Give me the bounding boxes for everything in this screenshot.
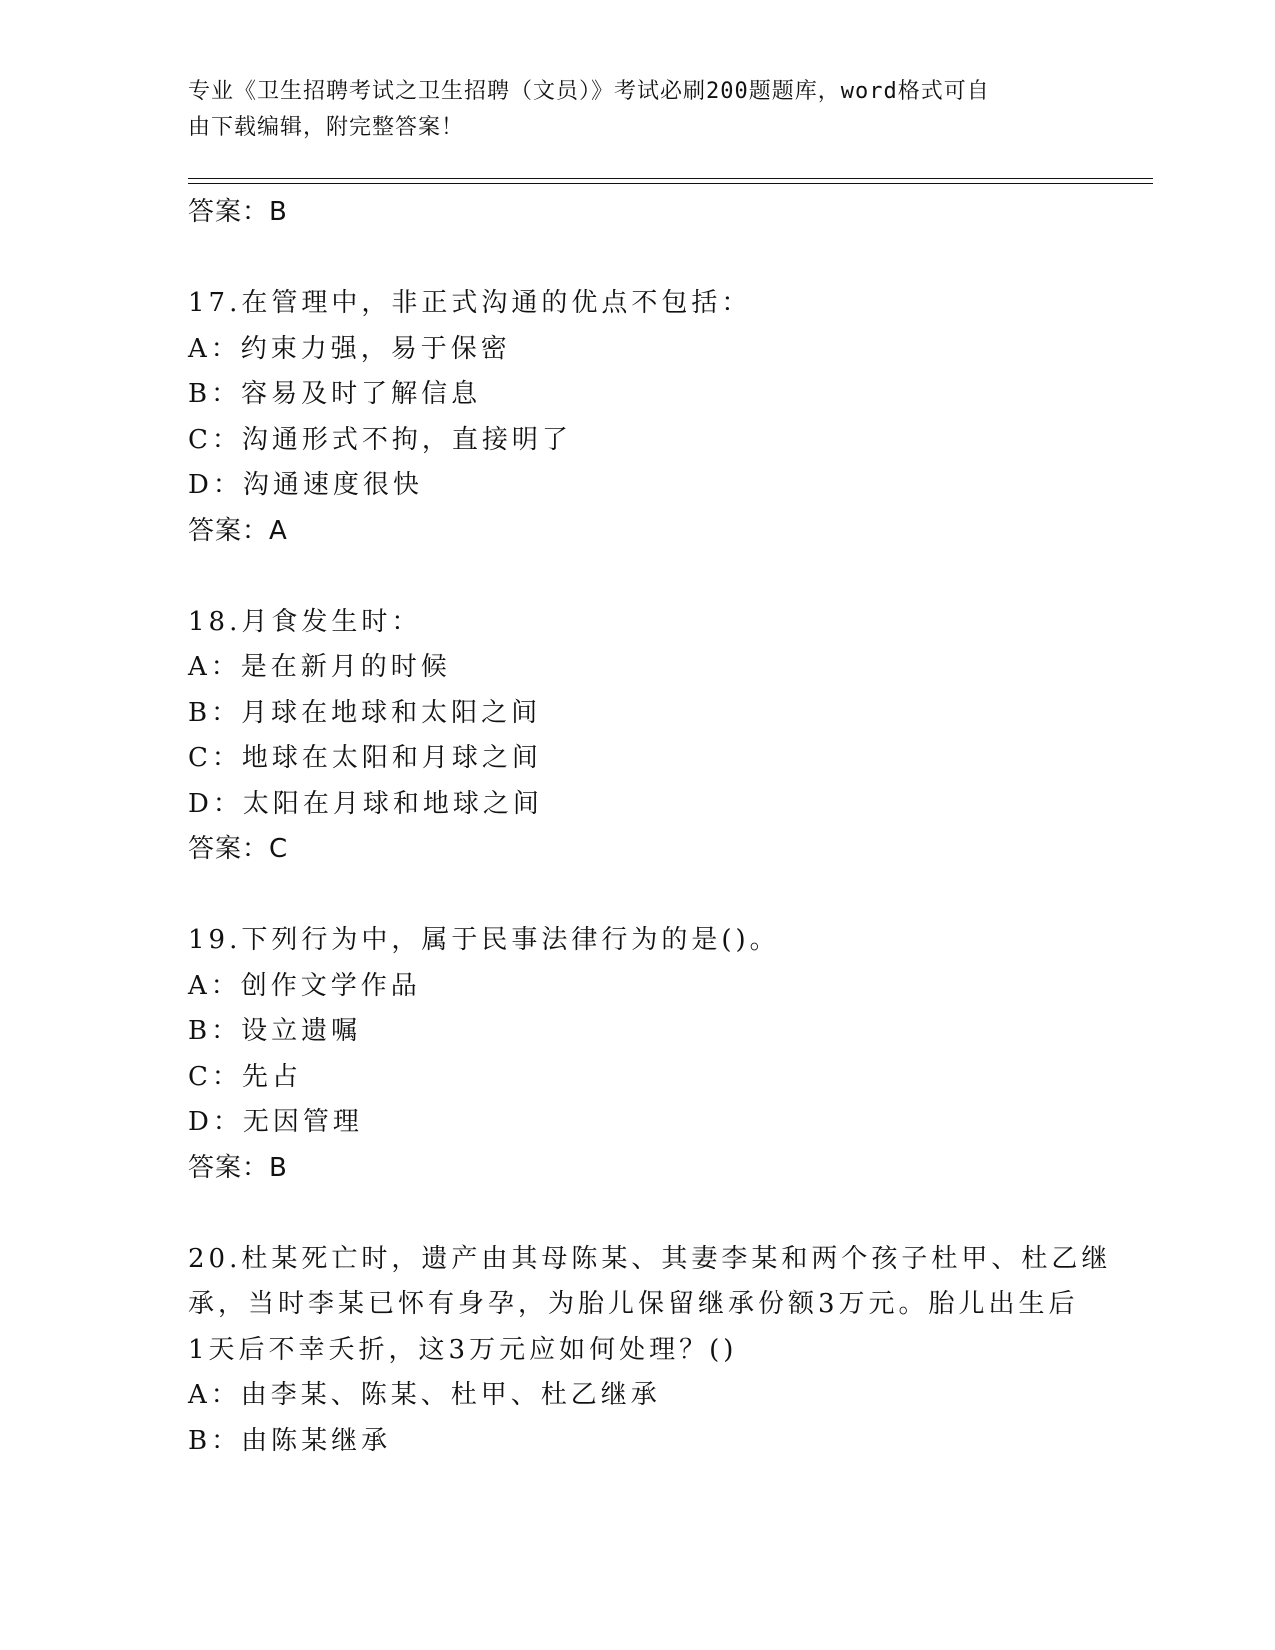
- question-20: [188, 1237, 1112, 1465]
- question-17: [188, 281, 1088, 554]
- option-a: A：约束力强，易于保密: [188, 333, 511, 364]
- question-stem: 18.月食发生时：: [188, 606, 422, 637]
- option-c: C：先占: [188, 1061, 302, 1092]
- spacer: [188, 1191, 1088, 1237]
- question-stem: 19.下列行为中，属于民事法律行为的是()。: [188, 925, 780, 955]
- document-header: [188, 74, 1068, 146]
- answer-label: 答案：C: [188, 834, 289, 864]
- option-d: D：无因管理: [188, 1107, 363, 1137]
- option-a: A：由李某、陈某、杜甲、杜乙继承: [188, 1380, 661, 1410]
- option-d: D：太阳在月球和地球之间: [188, 788, 543, 819]
- spacer: [188, 873, 1088, 919]
- header-line-1: 专业《卫生招聘考试之卫生招聘（文员）》考试必刷200题题库，word格式可自: [188, 79, 990, 104]
- option-b: B：由陈某继承: [188, 1425, 392, 1456]
- question-stem-line: 20.杜某死亡时，遗产由其母陈某、其妻李某和两个孩子杜甲、杜乙继: [188, 1243, 1112, 1274]
- option-b: B：月球在地球和太阳之间: [188, 697, 542, 728]
- question-list: [188, 190, 1112, 1464]
- question-19: [188, 918, 1088, 1191]
- option-c: C：地球在太阳和月球之间: [188, 743, 542, 773]
- answer-label: 答案：B: [188, 1152, 288, 1183]
- option-a: A：是在新月的时候: [188, 652, 451, 682]
- question-18: [188, 600, 1088, 873]
- option-d: D：沟通速度很快: [188, 470, 423, 500]
- option-a: A：创作文学作品: [188, 970, 421, 1001]
- spacer: [188, 236, 1088, 282]
- answer-label: 答案：A: [188, 515, 288, 546]
- question-stem-line: 承，当时李某已怀有身孕，为胎儿保留继承份额3万元。胎儿出生后: [188, 1289, 1079, 1319]
- option-c: C：沟通形式不拘，直接明了: [188, 424, 572, 455]
- answer-label: 答案：B: [188, 197, 288, 227]
- option-b: B：容易及时了解信息: [188, 379, 482, 409]
- header-line-2: 由下载编辑，附完整答案！: [188, 115, 465, 140]
- question-stem-line: 1天后不幸夭折，这3万元应如何处理？(): [188, 1334, 738, 1365]
- header-rule-bottom: [188, 183, 1153, 184]
- header-rule-top: [188, 178, 1153, 179]
- option-b: B：设立遗嘱: [188, 1016, 362, 1046]
- spacer: [188, 554, 1088, 600]
- question-stem: 17.在管理中，非正式沟通的优点不包括：: [188, 288, 752, 318]
